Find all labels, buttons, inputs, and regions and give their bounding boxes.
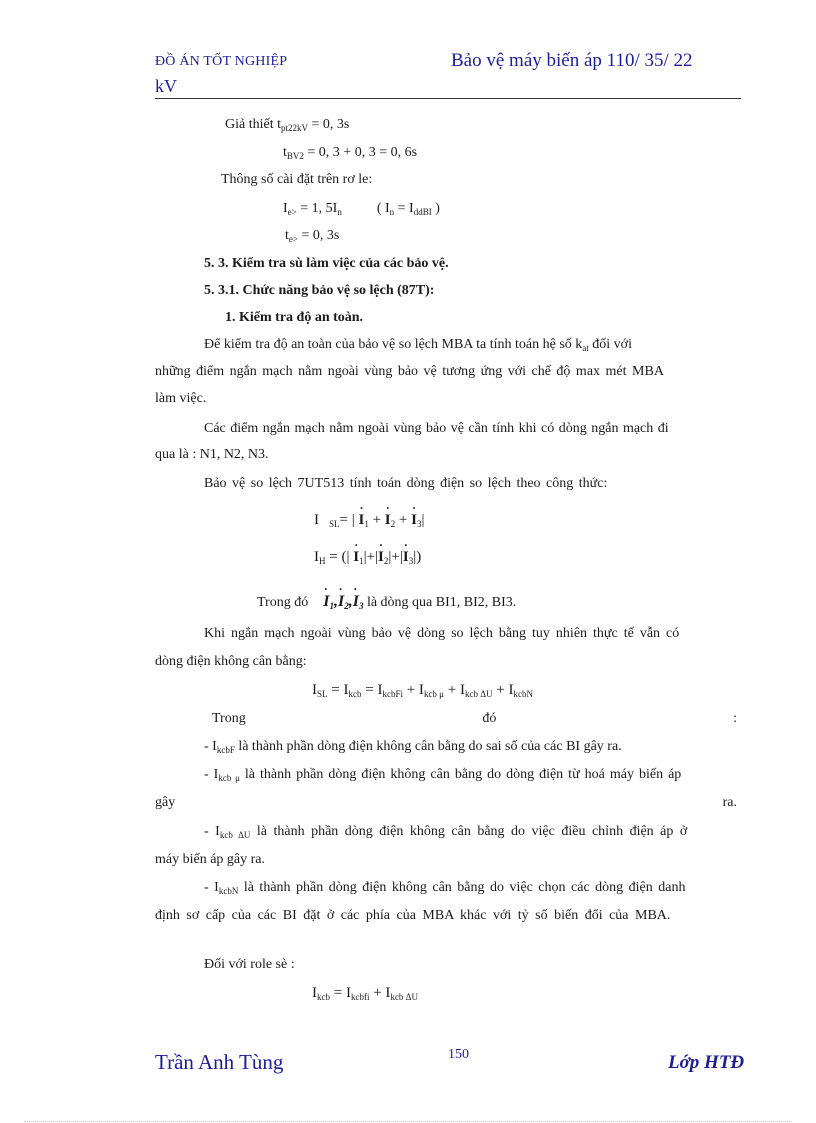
formula-ih: $I_H$ = (| · $I_1|+|\cdot I_2|+|\cdot I_3|$)	[314, 549, 421, 566]
paragraph-1-line-1: Để kiểm tra độ an toàn của bảo vệ so lệch MBA ta tính toán hệ số $k_{at}$ đối với	[204, 337, 632, 353]
section-heading: 5. 3. Kiểm tra sù làm việc của các bảo vệ.	[204, 256, 449, 271]
header-divider	[155, 98, 741, 99]
formula-isl-kcb: $I_{SL} = I_{kcb} = I_{kcbFi} + I_{kcb \mu} + I_{kcb \Delta U} + I_{kcbN}$	[312, 682, 533, 699]
paragraph-3: Bảo vệ so lệch 7UT513 tính toán dòng điện so lệch theo công thức:	[204, 476, 608, 491]
paragraph-5-line-1: Khi ngắn mạch ngoài vùng bảo vệ dòng so lệch bằng tuy nhiên thực tế vẫn có	[204, 626, 680, 641]
paragraph-5-line-2: dòng điện không cân bằng:	[155, 654, 307, 669]
header-title-right: Bảo vệ máy biến áp 110/ 35/ 22	[451, 50, 693, 71]
current-setting-line: $I_{e>} = 1$, $5I_n$ ( $I_n = I_{ddBI}$ )	[283, 201, 440, 217]
footer-author: Trần Anh Tùng	[155, 1050, 284, 1074]
bullet-kcb-mu-cont: gây ra.	[155, 795, 737, 810]
header-title-left-cont: kV	[155, 76, 177, 96]
paragraph-1-line-2: những điểm ngắn mạch nằm ngoài vùng bảo vệ tương ứng với chế độ max mét MBA	[155, 364, 664, 379]
page-bottom-border	[24, 1121, 792, 1122]
relay-note: Đối với role sè :	[204, 957, 295, 972]
subsection-heading: 5. 3.1. Chức năng bảo vệ so lệch (87T):	[204, 283, 435, 298]
bullet-kcb-du-cont: máy biến áp gây ra.	[155, 852, 266, 867]
bullet-kcb-du: - $I_{kcb \Delta U}$ là thành phần dòng điện không cân bằng do việc điều chỉnh điện áp ở	[204, 824, 688, 840]
bullet-kcbn-cont: định sơ cấp của các BI đặt ở các phía của MBA khác với tỷ số biến đổi của MBA.	[155, 908, 671, 923]
paragraph-2-line-2: qua là : N1, N2, N3.	[155, 447, 269, 462]
time-setting-line: $t_{e>} = 0$, 3s	[285, 228, 340, 244]
bullet-kcbf: - $I_{kcbF}$ là thành phần dòng điện không cân bằng do sai số của các BI gây ra.	[204, 739, 622, 755]
bullet-kcbn: - $I_{kcbN}$ là thành phần dòng điện không cân bằng do việc chọn các dòng điện danh	[204, 880, 686, 896]
item-heading: 1. Kiểm tra độ an toàn.	[225, 310, 364, 325]
page-number: 150	[448, 1047, 469, 1062]
tbv2-line: $t_{BV2} = 0$, 3 + 0, 3 = 0, 6s	[283, 145, 418, 161]
where-line: Trong đó :	[212, 711, 737, 726]
formula-ikcb: $I_{kcb} = I_{kcbfi} + I_{kcb \Delta U}$	[312, 985, 418, 1002]
assumption-line: Giả thiết $t_{pt22kV} = 0$, 3s	[225, 117, 350, 133]
bullet-kcb-mu: - $I_{kcb \mu}$ là thành phần dòng điện không cân bằng do dòng điện từ hoá máy biến áp	[204, 767, 682, 783]
paragraph-1-line-3: làm việc.	[155, 391, 207, 406]
relay-settings-label: Thông số cài đặt trên rơ le:	[221, 172, 373, 187]
current-definition-line: Trong đó · $I_1,\cdot I_2,\cdot I_3$ là dòng qua BI1, BI2, BI3.	[257, 593, 516, 611]
formula-isl: I $_{SL}$= | · $I_1$ + · $I_2$ + · $I_3|$	[314, 512, 424, 529]
paragraph-2-line-1: Các điểm ngắn mạch nằm ngoài vùng bảo vệ cần tính khi có dòng ngắn mạch đi	[204, 421, 669, 436]
header-title-left: ĐỒ ÁN TỐT NGHIỆP	[155, 54, 288, 69]
footer-class: Lớp HTĐ	[668, 1052, 745, 1073]
